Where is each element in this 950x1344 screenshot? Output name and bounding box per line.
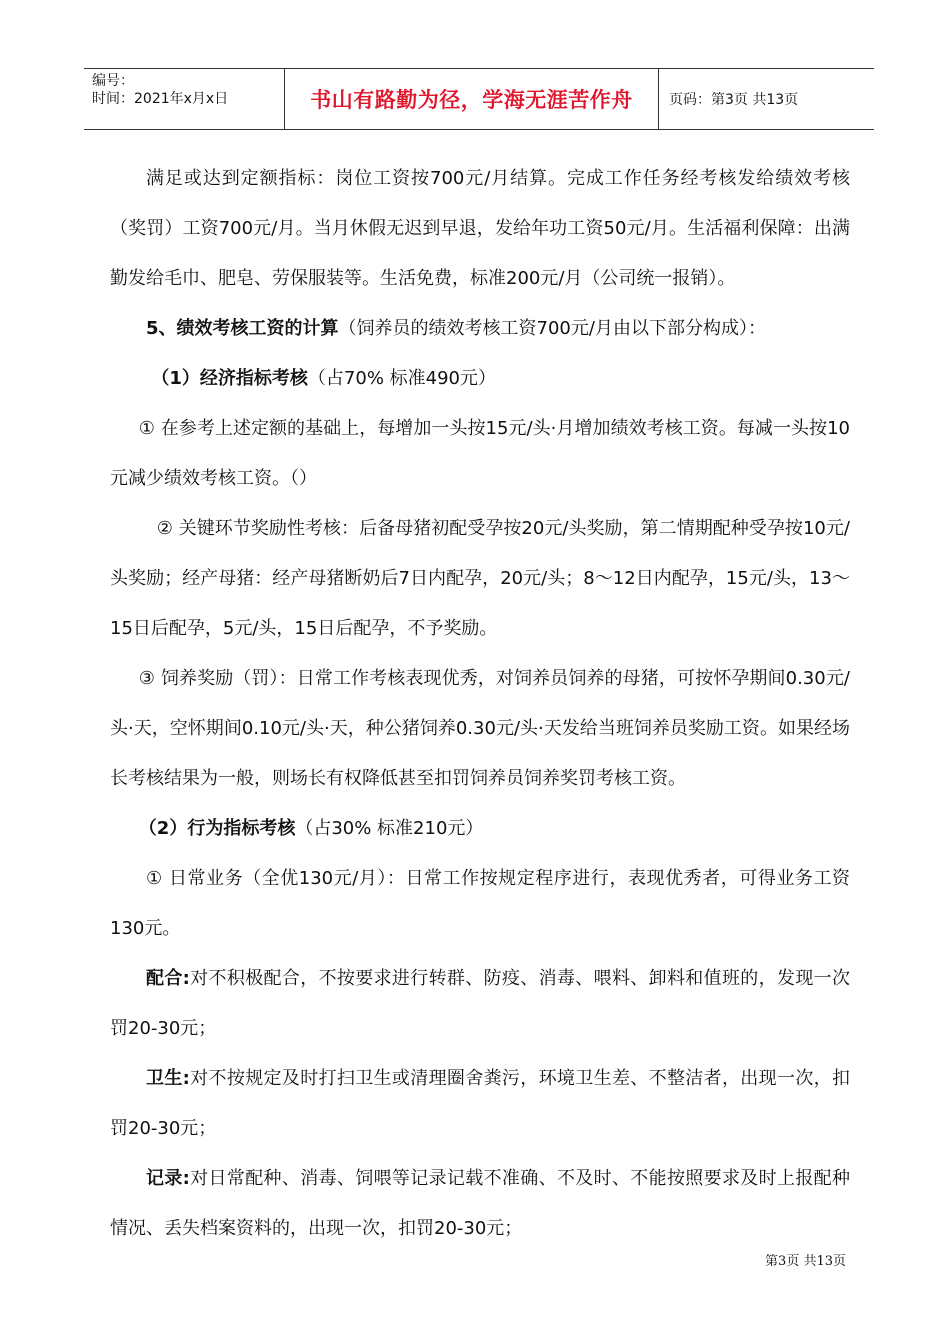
cooperation-rule — [110, 954, 850, 1054]
hygiene-text: 对不按规定及时打扫卫生或清理圈舍粪污，环境卫生差、不整洁者，出现一次，扣罚20-30元； — [110, 1068, 850, 1139]
section-2-title: （2）行为指标考核 — [138, 818, 296, 839]
record-text: 对日常配种、消毒、饲喂等记录记载不准确、不及时、不能按照要求及时上报配种情况、丢失档案资料的，出现一次，扣罚20-30元； — [110, 1168, 850, 1239]
page-label: 页码：第3页 共13页 — [669, 92, 799, 108]
section-5-title: 5、绩效考核工资的计算 — [146, 318, 339, 339]
section-1 — [110, 354, 850, 404]
header-page-cell — [659, 69, 874, 129]
header-info-cell — [84, 69, 285, 129]
time-label: 时间：2021年x月x日 — [92, 91, 229, 107]
item-3: ③ 饲养奖励（罚）：日常工作考核表现优秀，对饲养员饲养的母猪，可按怀孕期间0.30元/头·天，空怀期间0.10元/头·天，种公猪饲养0.30元/头·天发给当班饲养员奖励工资。如果经场长考核结果为一般，则场长有权降低甚至扣罚饲养员饲养奖罚考核工资。 — [110, 668, 850, 789]
section-1-text: （占70% 标准490元） — [307, 368, 497, 389]
item-2: ② 关键环节奖励性考核：后备母猪初配受孕按20元/头奖励，第二情期配种受孕按10元/头奖励；经产母猪：经产母猪断奶后7日内配孕，20元/头；8～12日内配孕，15元/头，13～15日后配孕，5元/头，15日后配孕，不予奖励。 — [110, 518, 850, 639]
record-label: 记录: — [146, 1168, 190, 1189]
section-2 — [110, 804, 850, 854]
header-motto-cell — [285, 69, 659, 129]
page-header — [84, 68, 874, 130]
section-2-text: （占30% 标准210元） — [295, 818, 484, 839]
paragraph-salary: 满足或达到定额指标：岗位工资按700元/月结算。完成工作任务经考核发给绩效考核（奖罚）工资700元/月。当月休假无迟到早退，发给年功工资50元/月。生活福利保障：出满勤发给毛巾、肥皂、劳保服装等。生活免费，标准200元/月（公司统一报销）。 — [110, 168, 850, 289]
section-1-title: （1）经济指标考核 — [151, 368, 308, 389]
section-5-text: （饲养员的绩效考核工资700元/月由以下部分构成）： — [338, 318, 766, 339]
cooperation-text: 对不积极配合，不按要求进行转群、防疫、消毒、喂料、卸料和值班的，发现一次罚20-30元； — [110, 968, 850, 1039]
motto: 书山有路勤为径，学海无涯苦作舟 — [310, 88, 633, 112]
section-5 — [110, 304, 850, 354]
hygiene-rule — [110, 1054, 850, 1154]
cooperation-label: 配合: — [146, 968, 190, 989]
item-1: ① 在参考上述定额的基础上，每增加一头按15元/头·月增加绩效考核工资。每减一头按10元减少绩效考核工资。（） — [110, 418, 850, 489]
number-label: 编号： — [92, 73, 134, 89]
page-footer: 第3页 共13页 — [765, 1254, 846, 1269]
document-body — [110, 154, 850, 1254]
record-rule — [110, 1154, 850, 1254]
hygiene-label: 卫生: — [146, 1068, 190, 1089]
item-4: ① 日常业务（全优130元/月）：日常工作按规定程序进行，表现优秀者，可得业务工资130元。 — [110, 868, 850, 939]
